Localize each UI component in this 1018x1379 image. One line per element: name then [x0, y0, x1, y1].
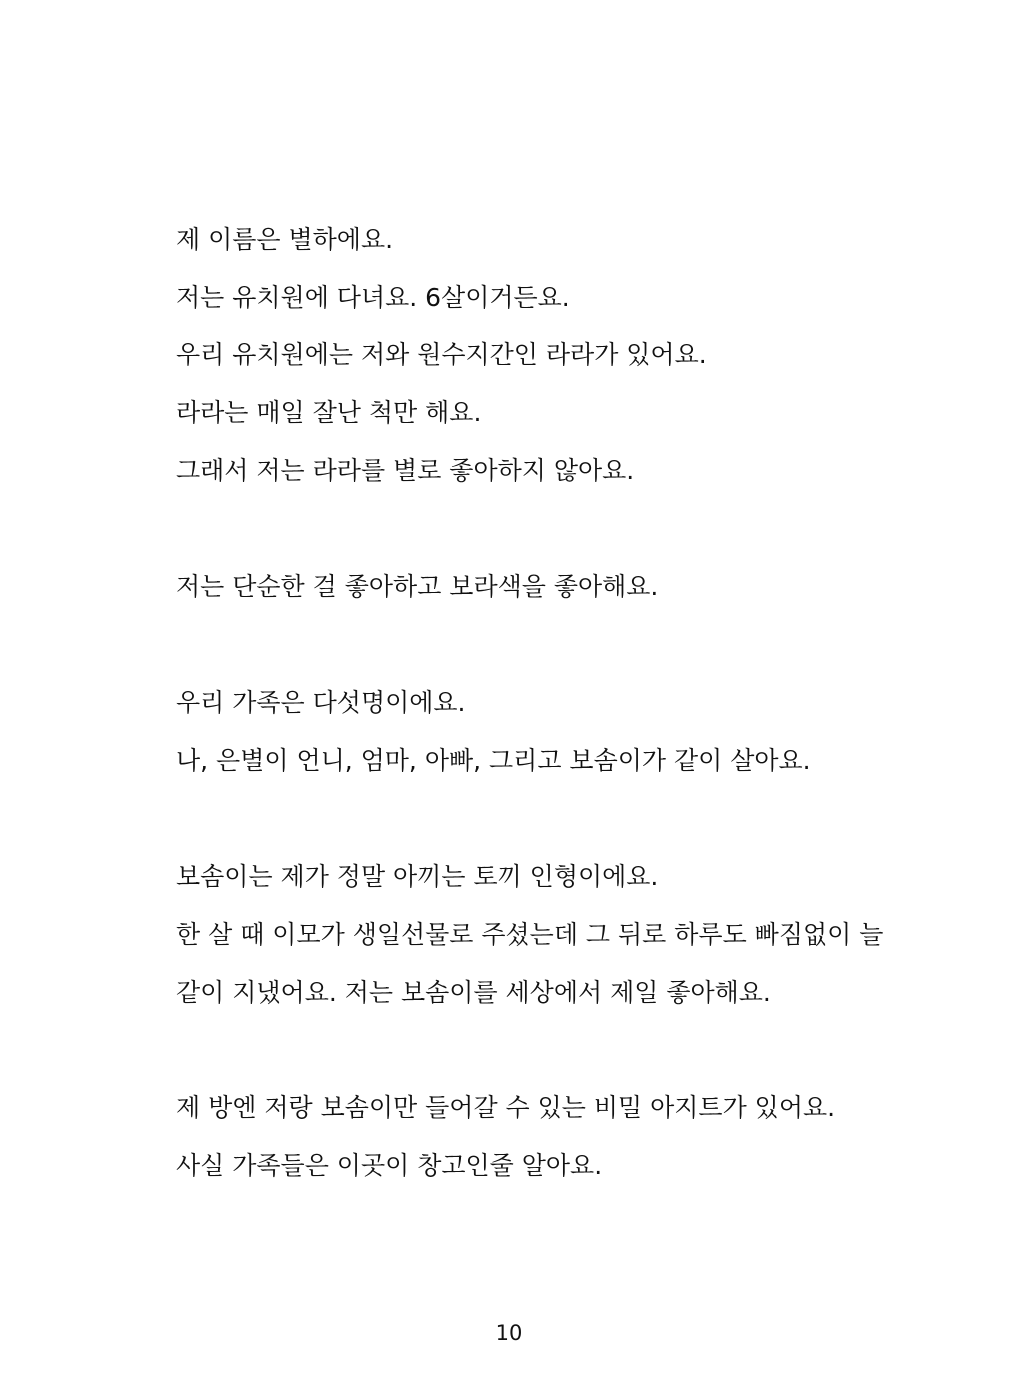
text-line: 라라는 매일 잘난 척만 해요.	[176, 398, 482, 427]
text-line: 같이 지냈어요. 저는 보솜이를 세상에서 제일 좋아해요.	[176, 978, 771, 1007]
text-line: 보솜이는 제가 정말 아끼는 토끼 인형이에요.	[176, 862, 659, 891]
page-number: 10	[495, 1321, 523, 1345]
text-line: 한 살 때 이모가 생일선물로 주셨는데 그 뒤로 하루도 빠짐없이 늘	[176, 920, 884, 949]
text-line: 사실 가족들은 이곳이 창고인줄 알아요.	[176, 1151, 603, 1180]
text-line: 나, 은별이 언니, 엄마, 아빠, 그리고 보솜이가 같이 살아요.	[176, 746, 811, 775]
text-line: 저는 단순한 걸 좋아하고 보라색을 좋아해요.	[176, 572, 659, 601]
text-line: 우리 유치원에는 저와 원수지간인 라라가 있어요.	[176, 340, 707, 369]
text-line: 제 방엔 저랑 보솜이만 들어갈 수 있는 비밀 아지트가 있어요.	[176, 1093, 836, 1122]
text-line: 우리 가족은 다섯명이에요.	[176, 688, 466, 717]
text-line: 그래서 저는 라라를 별로 좋아하지 않아요.	[176, 456, 635, 485]
text-line: 저는 유치원에 다녀요. 6살이거든요.	[176, 283, 570, 312]
text-line: 제 이름은 별하에요.	[176, 225, 394, 254]
